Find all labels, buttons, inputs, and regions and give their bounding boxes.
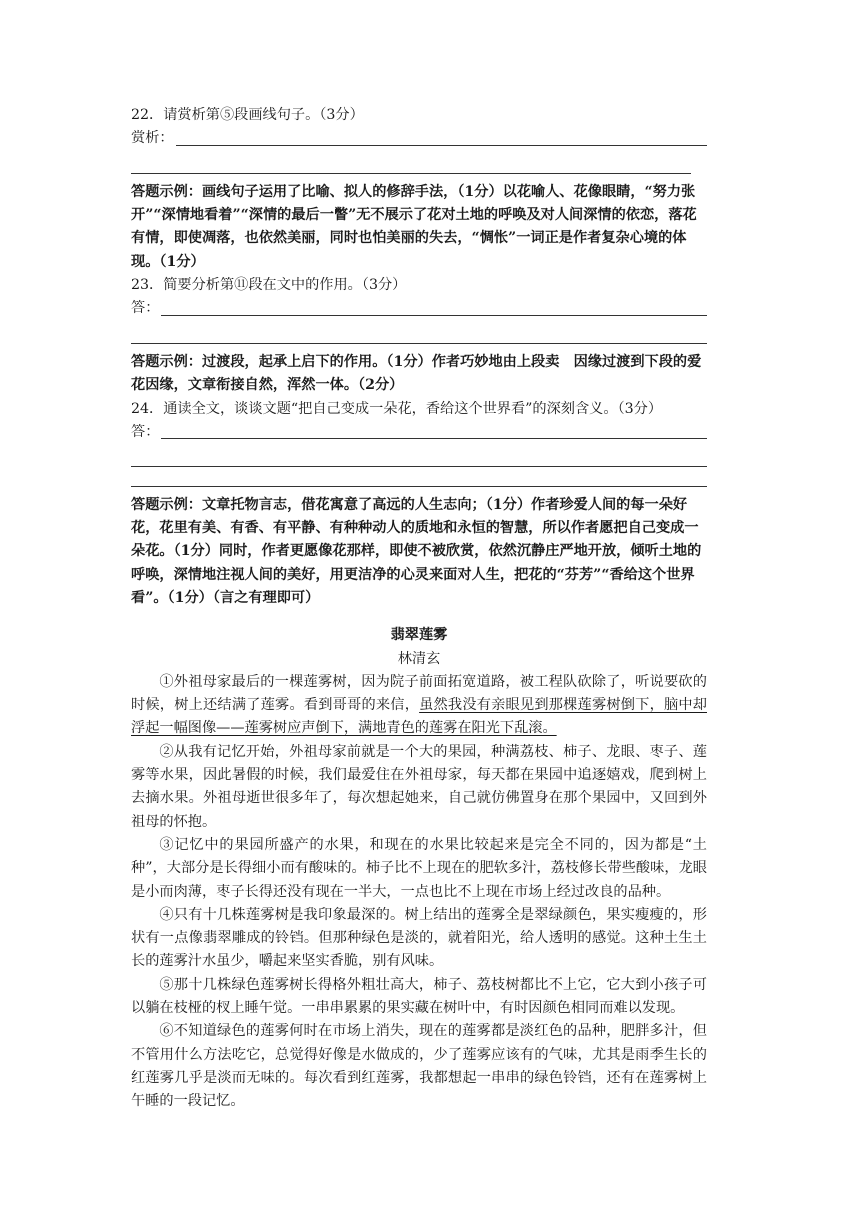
answer-rule (161, 315, 707, 316)
answer-line-23[interactable] (131, 297, 707, 320)
answer-rule (176, 145, 707, 146)
article-author: 林清玄 (397, 650, 441, 667)
question-23: 23．简要分析第⑪段在文中的作用。（3分） (131, 277, 407, 294)
paragraph-6: ⑥不知道绿色的莲雾何时在市场上消失，现在的莲雾都是淡红色的品种，肥胖多汁，但不管用什么方法吃它，总觉得好像是水做成的，少了莲雾应该有的气味，尤其是雨季生长的红莲雾几乎是淡而无味的。每次看到红莲雾，我都想起一串串的绿色铃铛，还有在莲雾树上午睡的一段记忆。 (131, 1023, 707, 1110)
paragraph-5: ⑤那十几株绿色莲雾树长得格外粗壮高大，柿子、荔枝树都比不上它，它大到小孩子可以躺在枝桠的杈上睡午觉。一串串累累的果实藏在树叶中，有时因颜色相同而难以发现。 (131, 976, 707, 1016)
underlined-sentence: 虽然我没有亲眼见到那棵莲雾树倒下，脑中却浮起一幅图像——莲雾树应声倒下，满地青色的莲雾在阳光下乱滚。 (131, 697, 707, 737)
answer-label-24: 答： (131, 423, 160, 440)
paragraph-3: ③记忆中的果园所盛产的水果，和现在的水果比较起来是完全不同的，因为都是“土种”，大部分是长得细小而有酸味的。柿子比不上现在的肥软多汁，荔枝修长带些酸味，龙眼是小而肉薄，枣子长得还没有现在一半大，一点也比不上现在市场上经过改良的品种。 (131, 836, 707, 900)
answer-label-22: 赏析： (131, 130, 174, 147)
question-22: 22．请赏析第⑤段画线句子。（3分） (131, 107, 364, 123)
answer-rule (161, 438, 707, 439)
document-page (131, 104, 707, 1113)
answer-example-23: 答题示例：过渡段，起承上启下的作用。（1分）作者巧妙地由上段卖 因缘过渡到下段的爱花因缘，文章衔接自然，浑然一体。（2分） (131, 353, 702, 394)
answer-example-22: 答题示例：画线句子运用了比喻、拟人的修辞手法，（1分）以花喻人、花像眼睛，“努力张开”“深情地看着”“深情的最后一瞥”无不展示了花对土地的呼唤及对人间深情的依恋，落花有情，即使凋落，也依然美丽，同时也怕美丽的失去，“惆怅”一词正是作者复杂心境的体现。（1分） (131, 183, 697, 270)
paragraph-1-text: ①外祖母家最后的一棵莲雾树，因为院子前面拓宽道路，被工程队砍除了，听说要砍的时候，树上还结满了莲雾。看到哥哥的来信， (131, 673, 707, 714)
paragraph-2: ②从我有记忆开始，外祖母家前就是一个大的果园，种满荔枝、柿子、龙眼、枣子、莲雾等水果，因此暑假的时候，我们最爱住在外祖母家，每天都在果园中追逐嬉戏，爬到树上去摘水果。外祖母逝世很多年了，每次想起她来，自己就仿佛置身在那个果园中，又回到外祖母的怀抱。 (131, 743, 707, 830)
answer-example-24: 答题示例：文章托物言志，借花寓意了高远的人生志向；（1分）作者珍爱人间的每一朵好花，花里有美、有香、有平静、有种种动人的质地和永恒的智慧，所以作者愿把自己变成一朵花。（1分）同时，作者更愿像花那样，即使不被欣赏，依然沉静庄严地开放，倾听土地的呼唤，深情地注视人间的美好，用更洁净的心灵来面对人生，把花的“芬芳”“香给这个世界看”。（1分）（言之有理即可） (131, 496, 702, 606)
paragraph-1 (131, 671, 707, 741)
answer-line-22[interactable] (131, 127, 707, 150)
article-title: 翡翠莲雾 (390, 627, 448, 644)
paragraph-4: ④只有十几株莲雾树是我印象最深的。树上结出的莲雾全是翠绿颜色，果实瘦瘦的，形状有一点像翡翠雕成的铃铛。但那种绿色是淡的，就着阳光，给人透明的感觉。这种土生土长的莲雾汁水虽少，嚼起来坚实香脆，别有风味。 (131, 906, 707, 970)
answer-label-23: 答： (131, 300, 160, 317)
answer-line-24[interactable] (131, 421, 707, 444)
question-24: 24．通读全文，谈谈文题“把自己变成一朵花，香给这个世界看”的深刻含义。（3分） (131, 400, 663, 417)
